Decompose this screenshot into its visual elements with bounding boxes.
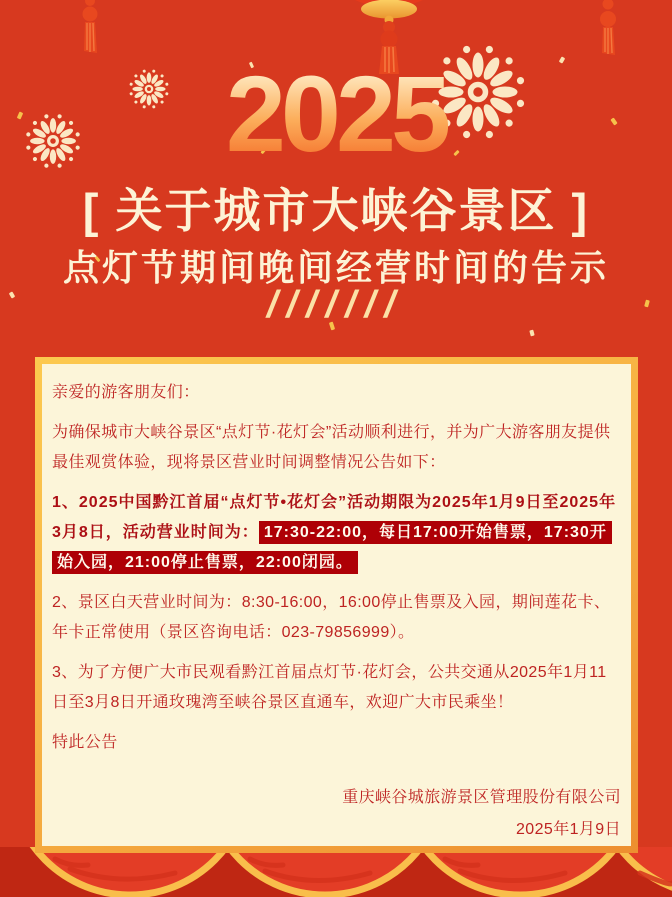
signature-block	[52, 782, 621, 846]
notice-body	[42, 364, 631, 846]
intro-paragraph: 为确保城市大峡谷景区“点灯节·花灯会”活动顺利进行，并为广大游客朋友提供最佳观赏体验，现将景区营业时间调整情况公告如下：	[52, 424, 611, 471]
poster-title-line1: [ 关于城市大峡谷景区 ]	[82, 184, 590, 237]
tassel-icon	[77, 0, 103, 58]
company-name: 重庆峡谷城旅游景区管理股份有限公司	[342, 789, 621, 806]
slash-divider: ///////	[263, 284, 410, 326]
confetti-speck	[529, 330, 534, 337]
notice-item-3: 3、为了方便广大市民观看黔江首届点灯节·花灯会，公共交通从2025年1月11日至3月8日开通玫瑰湾至峡谷景区直通车，欢迎广大市民乘坐！	[52, 664, 607, 711]
scallop-decoration	[0, 847, 672, 897]
year-heading: 2025	[0, 60, 672, 168]
notice-item-1	[52, 488, 621, 578]
poster-title-line2: 点灯节期间晚间经营时间的告示	[62, 247, 609, 288]
notice-date: 2025年1月9日	[516, 821, 621, 838]
closing-text: 特此公告	[52, 734, 118, 751]
tassel-icon	[594, 0, 622, 60]
item1-highlighted-hours: 17:30-22:00，每日17:00开始售票，17:30开始入园，21:00停止售票，22:00闭园。	[52, 521, 612, 574]
item1-prefix: 1、2025中国黔江首届“点灯节•花灯会”活动期限为2025年1月9日至2025年3月8日，活动营业时间为：	[52, 494, 617, 541]
notice-item-2: 2、景区白天营业时间为：8:30-16:00，16:00停止售票及入园，期间莲花卡、年卡正常使用（景区咨询电话：023-79856999）。	[52, 594, 611, 641]
notice-box	[35, 357, 638, 853]
greeting-text: 亲爱的游客朋友们：	[52, 384, 200, 401]
